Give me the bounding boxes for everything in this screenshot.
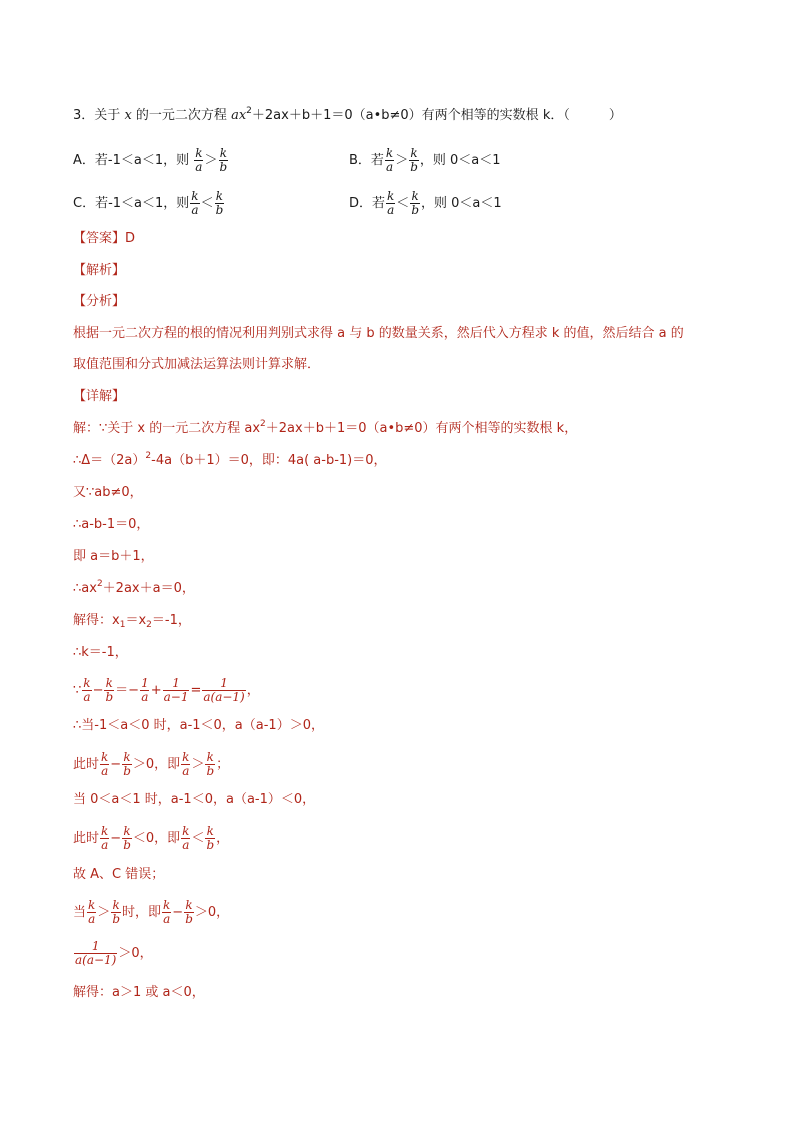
fraction: $\frac{1}{a(a-1)}$ — [75, 939, 117, 967]
step-13: 此时 $\frac{k}{a}$ − $\frac{k}{b}$ ＜0，即 $\frac{k}{a}$ ＜ $\frac{k}{b}$ ， — [73, 824, 230, 852]
fraction: $\frac{k}{a}$ — [163, 898, 171, 926]
analysis-line-2: 取值范围和分式加减法运算法则计算求解． — [73, 357, 321, 372]
option-b: B．若 $\frac{k}{a}$ ＞ $\frac{k}{b}$ ，则 0＜a＜1 — [349, 146, 501, 174]
fraction: $\frac{k}{a}$ — [88, 898, 96, 926]
fraction: $\frac{k}{a}$ — [83, 676, 91, 704]
step-14: 故 A、C 错误； — [73, 867, 165, 882]
fraction: $\frac{k}{b}$ — [123, 750, 131, 778]
step-17: 解得：a＞1 或 a＜0， — [73, 985, 205, 1000]
option-d: D．若 $\frac{k}{a}$ ＜ $\frac{k}{b}$ ，则 0＜a＜1 — [349, 189, 502, 217]
step-11: 此时 $\frac{k}{a}$ − $\frac{k}{b}$ ＞0，即 $\frac{k}{a}$ ＞ $\frac{k}{b}$ ； — [73, 750, 230, 778]
step-4: ∴a-b-1＝0， — [73, 517, 150, 532]
question-number: 3． — [73, 108, 95, 123]
step-2: $\therefore\Delta=(2a)^2-4a(b+1)=0$，即：4a( a-b-1)＝0， — [73, 451, 387, 468]
fenxi-heading: 【分析】 — [73, 294, 126, 309]
fraction: $\frac{k}{a}$ — [385, 146, 394, 174]
fraction: $\frac{1}{a-1}$ — [163, 676, 189, 704]
question-line: 3．关于 x 的一元二次方程 $ax^2+2ax+b+1=0(a•b\ne 0)$有两个相等的实数根 k．（ ） — [73, 106, 622, 123]
step-7: 解得：$x_1=x_2=-1$， — [73, 613, 191, 630]
fraction: $\frac{k}{b}$ — [411, 189, 419, 217]
step-1: 解：∵关于 x 的一元二次方程 $ax^2+2ax+b+1=0(a•b\ne 0)$有两个相等的实数根 k， — [73, 419, 578, 436]
fraction: $\frac{k}{b}$ — [410, 146, 418, 174]
fraction: $\frac{k}{a}$ — [191, 189, 199, 217]
analysis-line-1: 根据一元二次方程的根的情况利用判别式求得 a 与 b 的数量关系，然后代入方程求 k 的值，然后结合 a 的 — [73, 326, 684, 341]
fraction: $\frac{k}{b}$ — [123, 824, 131, 852]
fraction: $\frac{k}{a}$ — [182, 750, 190, 778]
step-10: ∴当-1＜a＜0 时，a-1＜0，a（a-1）＞0， — [73, 718, 324, 733]
fraction: $\frac{1}{a}$ — [141, 676, 149, 704]
step-16: $\frac{1}{a(a-1)}$ ＞0， — [75, 939, 153, 967]
step-9: ∵ $\frac{k}{a}$ − $\frac{k}{b}$ ＝− $\frac{1}{a}$ + $\frac{1}{a-1}$ = $\frac{1}{a(a-1)}$ ， — [73, 676, 260, 704]
step-5: 即 a＝b＋1， — [73, 549, 154, 564]
fraction: $\frac{k}{a}$ — [387, 189, 395, 217]
fraction: $\frac{k}{a}$ — [101, 824, 109, 852]
fraction: $\frac{1}{a(a-1)}$ — [203, 676, 245, 704]
step-12: 当 0＜a＜1 时，a-1＜0，a（a-1）＜0， — [73, 792, 316, 807]
fraction: $\frac{k}{b}$ — [185, 898, 193, 926]
answer-line — [73, 230, 135, 248]
fraction: $\frac{k}{b}$ — [206, 750, 215, 778]
step-8: ∴k＝-1， — [73, 645, 128, 660]
fraction: $\frac{k}{b}$ — [105, 676, 114, 704]
step-6: $\therefore ax^2+2ax+a=0$， — [73, 579, 195, 596]
xiangjie-heading: 【详解】 — [73, 389, 126, 404]
jiexi-heading: 【解析】 — [73, 263, 126, 278]
option-a: A．若-1＜a＜1，则 $\frac{k}{a}$ ＞ $\frac{k}{b}$ — [73, 146, 228, 174]
fraction: $\frac{k}{b}$ — [219, 146, 228, 174]
option-c: C．若-1＜a＜1，则 $\frac{k}{a}$ ＜ $\frac{k}{b}$ — [73, 189, 224, 217]
fraction: $\frac{k}{a}$ — [101, 750, 109, 778]
fraction: $\frac{k}{b}$ — [206, 824, 215, 852]
fraction: $\frac{k}{b}$ — [215, 189, 224, 217]
answer-heading: 【答案】 — [73, 231, 126, 246]
step-15: 当 $\frac{k}{a}$ ＞ $\frac{k}{b}$ 时，即 $\frac{k}{a}$ − $\frac{k}{b}$ ＞0， — [73, 898, 230, 926]
fraction: $\frac{k}{b}$ — [112, 898, 120, 926]
fraction: $\frac{k}{a}$ — [195, 146, 203, 174]
step-3: 又∵ab≠0， — [73, 485, 143, 500]
fraction: $\frac{k}{a}$ — [182, 824, 190, 852]
answer-value: D — [125, 231, 136, 246]
